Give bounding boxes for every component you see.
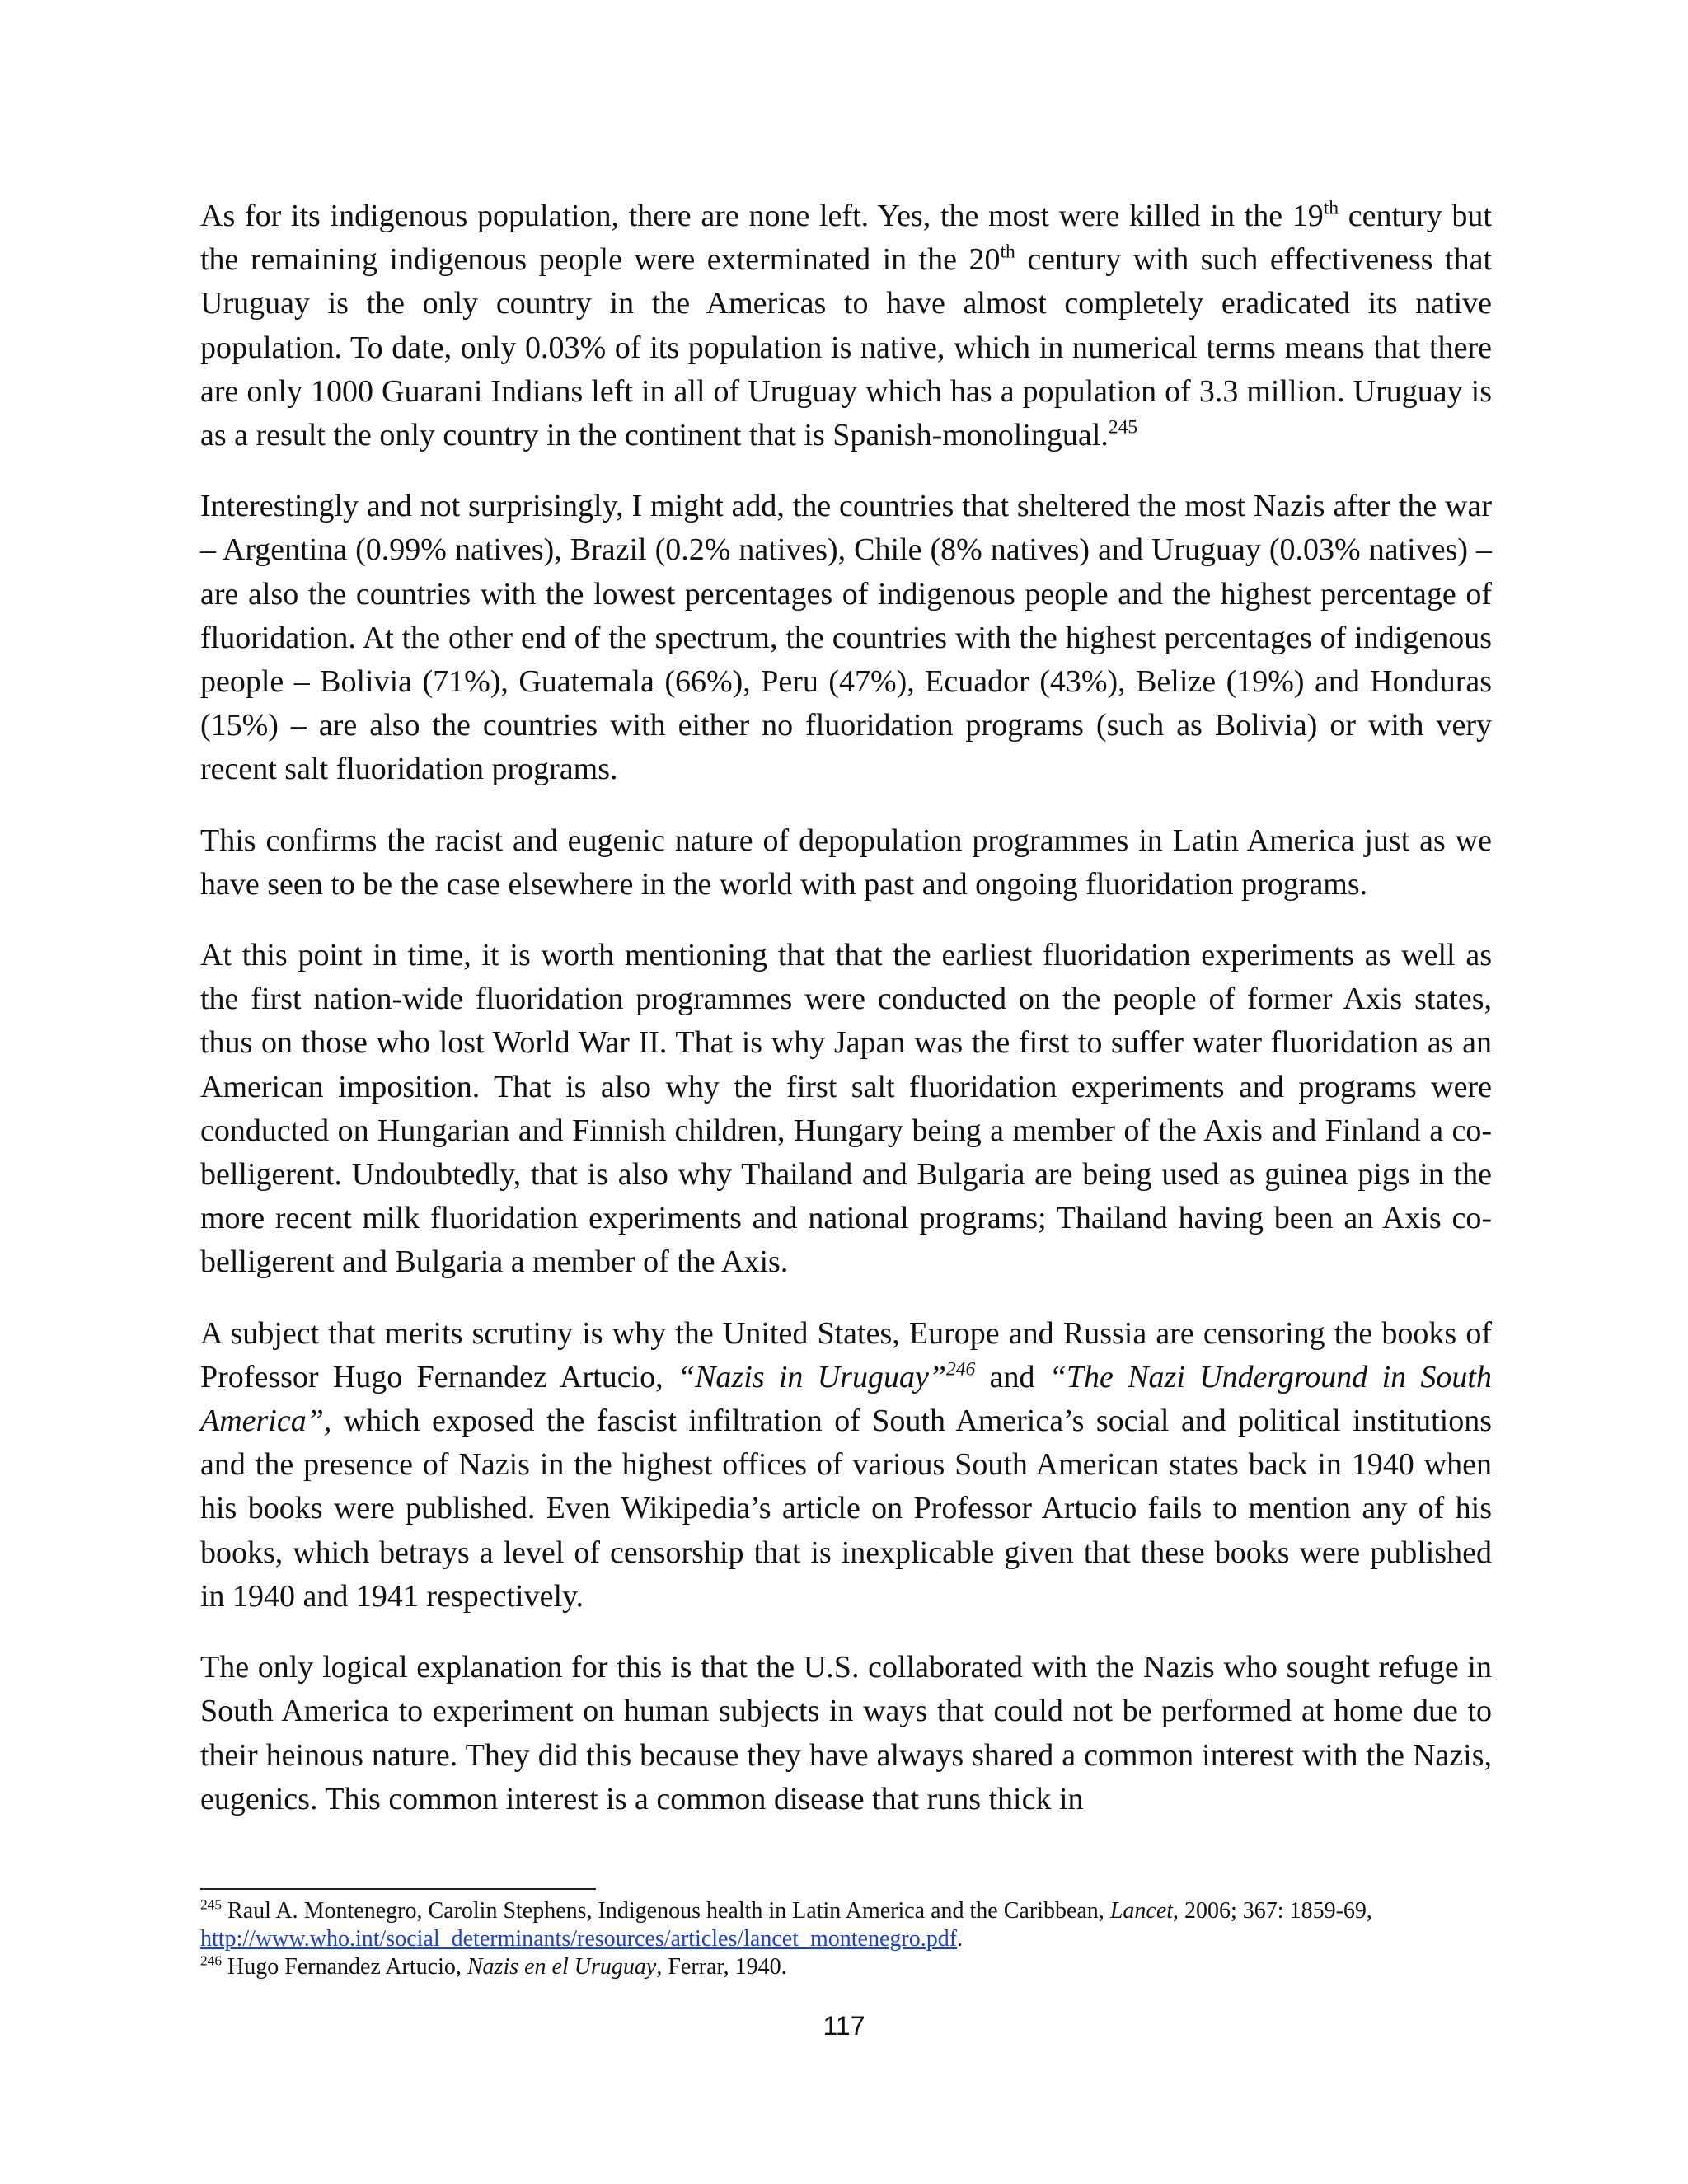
footnote-246 xyxy=(200,1953,1492,1981)
footnote-text: , Ferrar, 1940. xyxy=(656,1954,787,1980)
ordinal-superscript: th xyxy=(1000,241,1015,263)
paragraph-5 xyxy=(200,1312,1492,1619)
footnote-ref-245: 245 xyxy=(1108,416,1138,438)
footnote-text: . xyxy=(957,1926,964,1952)
footnote-text: , 2006; 367: 1859-69, xyxy=(1173,1898,1372,1924)
p5-text-a: A subject that merits scrutiny is why the United States, Europe and Russia are censoring the books of Professor Hugo Fernandez Artucio, xyxy=(200,1315,1492,1394)
footnote-number: 245 xyxy=(200,1896,223,1913)
footnote-245 xyxy=(200,1897,1492,1953)
journal-title: Lancet xyxy=(1109,1898,1174,1924)
footnote-ref-246: 246 xyxy=(945,1358,976,1380)
footnote-link[interactable]: http://www.who.int/social_determinants/resources/articles/lancet_montenegro.pdf xyxy=(200,1926,958,1952)
footnote-divider xyxy=(200,1888,596,1890)
page-number: 117 xyxy=(823,2011,865,2041)
p1-text-c: century with such effectiveness that Uruguay is the only country in the Americas to have almost completely eradicated its native population. To date, only 0.03% of its population is native, which in numerical terms means that there are only 1000 Guarani Indians left in all of Uruguay which has a population of 3.3 million. Uruguay is as a result the only country in the continent that is Spanish-monolingual. xyxy=(200,242,1492,453)
p1-text-b: century but the remaining indigenous people were exterminated in the 20 xyxy=(200,199,1492,278)
ordinal-superscript: th xyxy=(1323,197,1339,219)
book-title-nazi-underground: “The Nazi Underground in South America”, xyxy=(200,1359,1492,1439)
p5-text-b: and xyxy=(975,1359,1049,1394)
paragraph-3: This confirms the racist and eugenic nature of depopulation programmes in Latin America just as we have seen to be the case elsewhere in the world with past and ongoing fluoridation programs. xyxy=(200,823,1492,902)
paragraph-6: The only logical explanation for this is that the U.S. collaborated with the Nazis who sought refuge in South America to experiment on human subjects in ways that could not be performed at home due to their heinous nature. They did this because they have always shared a common interest with the Nazis, eugenics. This common interest is a common disease that runs thick in xyxy=(200,1650,1492,1816)
footnote-text: Raul A. Montenegro, Carolin Stephens, Indigenous health in Latin America and the Caribbean, xyxy=(222,1898,1110,1924)
body-text xyxy=(200,194,1492,1849)
p1-text-a: As for its indigenous population, there are none left. Yes, the most were killed in the 19 xyxy=(200,199,1324,233)
book-title-nazis-in-uruguay: “Nazis in Uruguay” xyxy=(677,1359,946,1394)
paragraph-4: At this point in time, it is worth mentioning that that the earliest fluoridation experiments as well as the first nation-wide fluoridation programmes were conducted on the people of former Axis states, thus on those who lost World War II. That is why Japan was the first to suffer water fluoridation as an American imposition. That is also why the first salt fluoridation experiments and programs were conducted on Hungarian and Finnish children, Hungary being a member of the Axis and Finland a co-belligerent. Undoubtedly, that is also why Thailand and Bulgaria are being used as guinea pigs in the more recent milk fluoridation experiments and national programs; Thailand having been an Axis co-belligerent and Bulgaria a member of the Axis. xyxy=(200,938,1492,1280)
paragraph-2: Interestingly and not surprisingly, I might add, the countries that sheltered the most Nazis after the war – Argentina (0.99% natives), Brazil (0.2% natives), Chile (8% natives) and Uruguay (0.03% natives) – are also the countries with the lowest percentages of indigenous people and the highest percentage of fluoridation. At the other end of the spectrum, the countries with the highest percentages of indigenous people – Bolivia (71%), Guatemala (66%), Peru (47%), Ecuador (43%), Belize (19%) and Honduras (15%) – are also the countries with either no fluoridation programs (such as Bolivia) or with very recent salt fluoridation programs. xyxy=(200,489,1492,787)
footnotes xyxy=(200,1897,1492,1981)
paragraph-1 xyxy=(200,194,1492,457)
footnote-text: Hugo Fernandez Artucio, xyxy=(222,1954,467,1980)
book-title: Nazis en el Uruguay xyxy=(467,1954,657,1980)
p5-text-c: which exposed the fascist infiltration of South America’s social and political institutions and the presence of Nazis in the highest offices of various South American states back in 1940 when his books were published. Even Wikipedia’s article on Professor Artucio fails to mention any of his books, which betrays a level of censorship that is inexplicable given that these books were published in 1940 and 1941 respectively. xyxy=(200,1404,1492,1614)
footnote-number: 246 xyxy=(200,1952,223,1969)
